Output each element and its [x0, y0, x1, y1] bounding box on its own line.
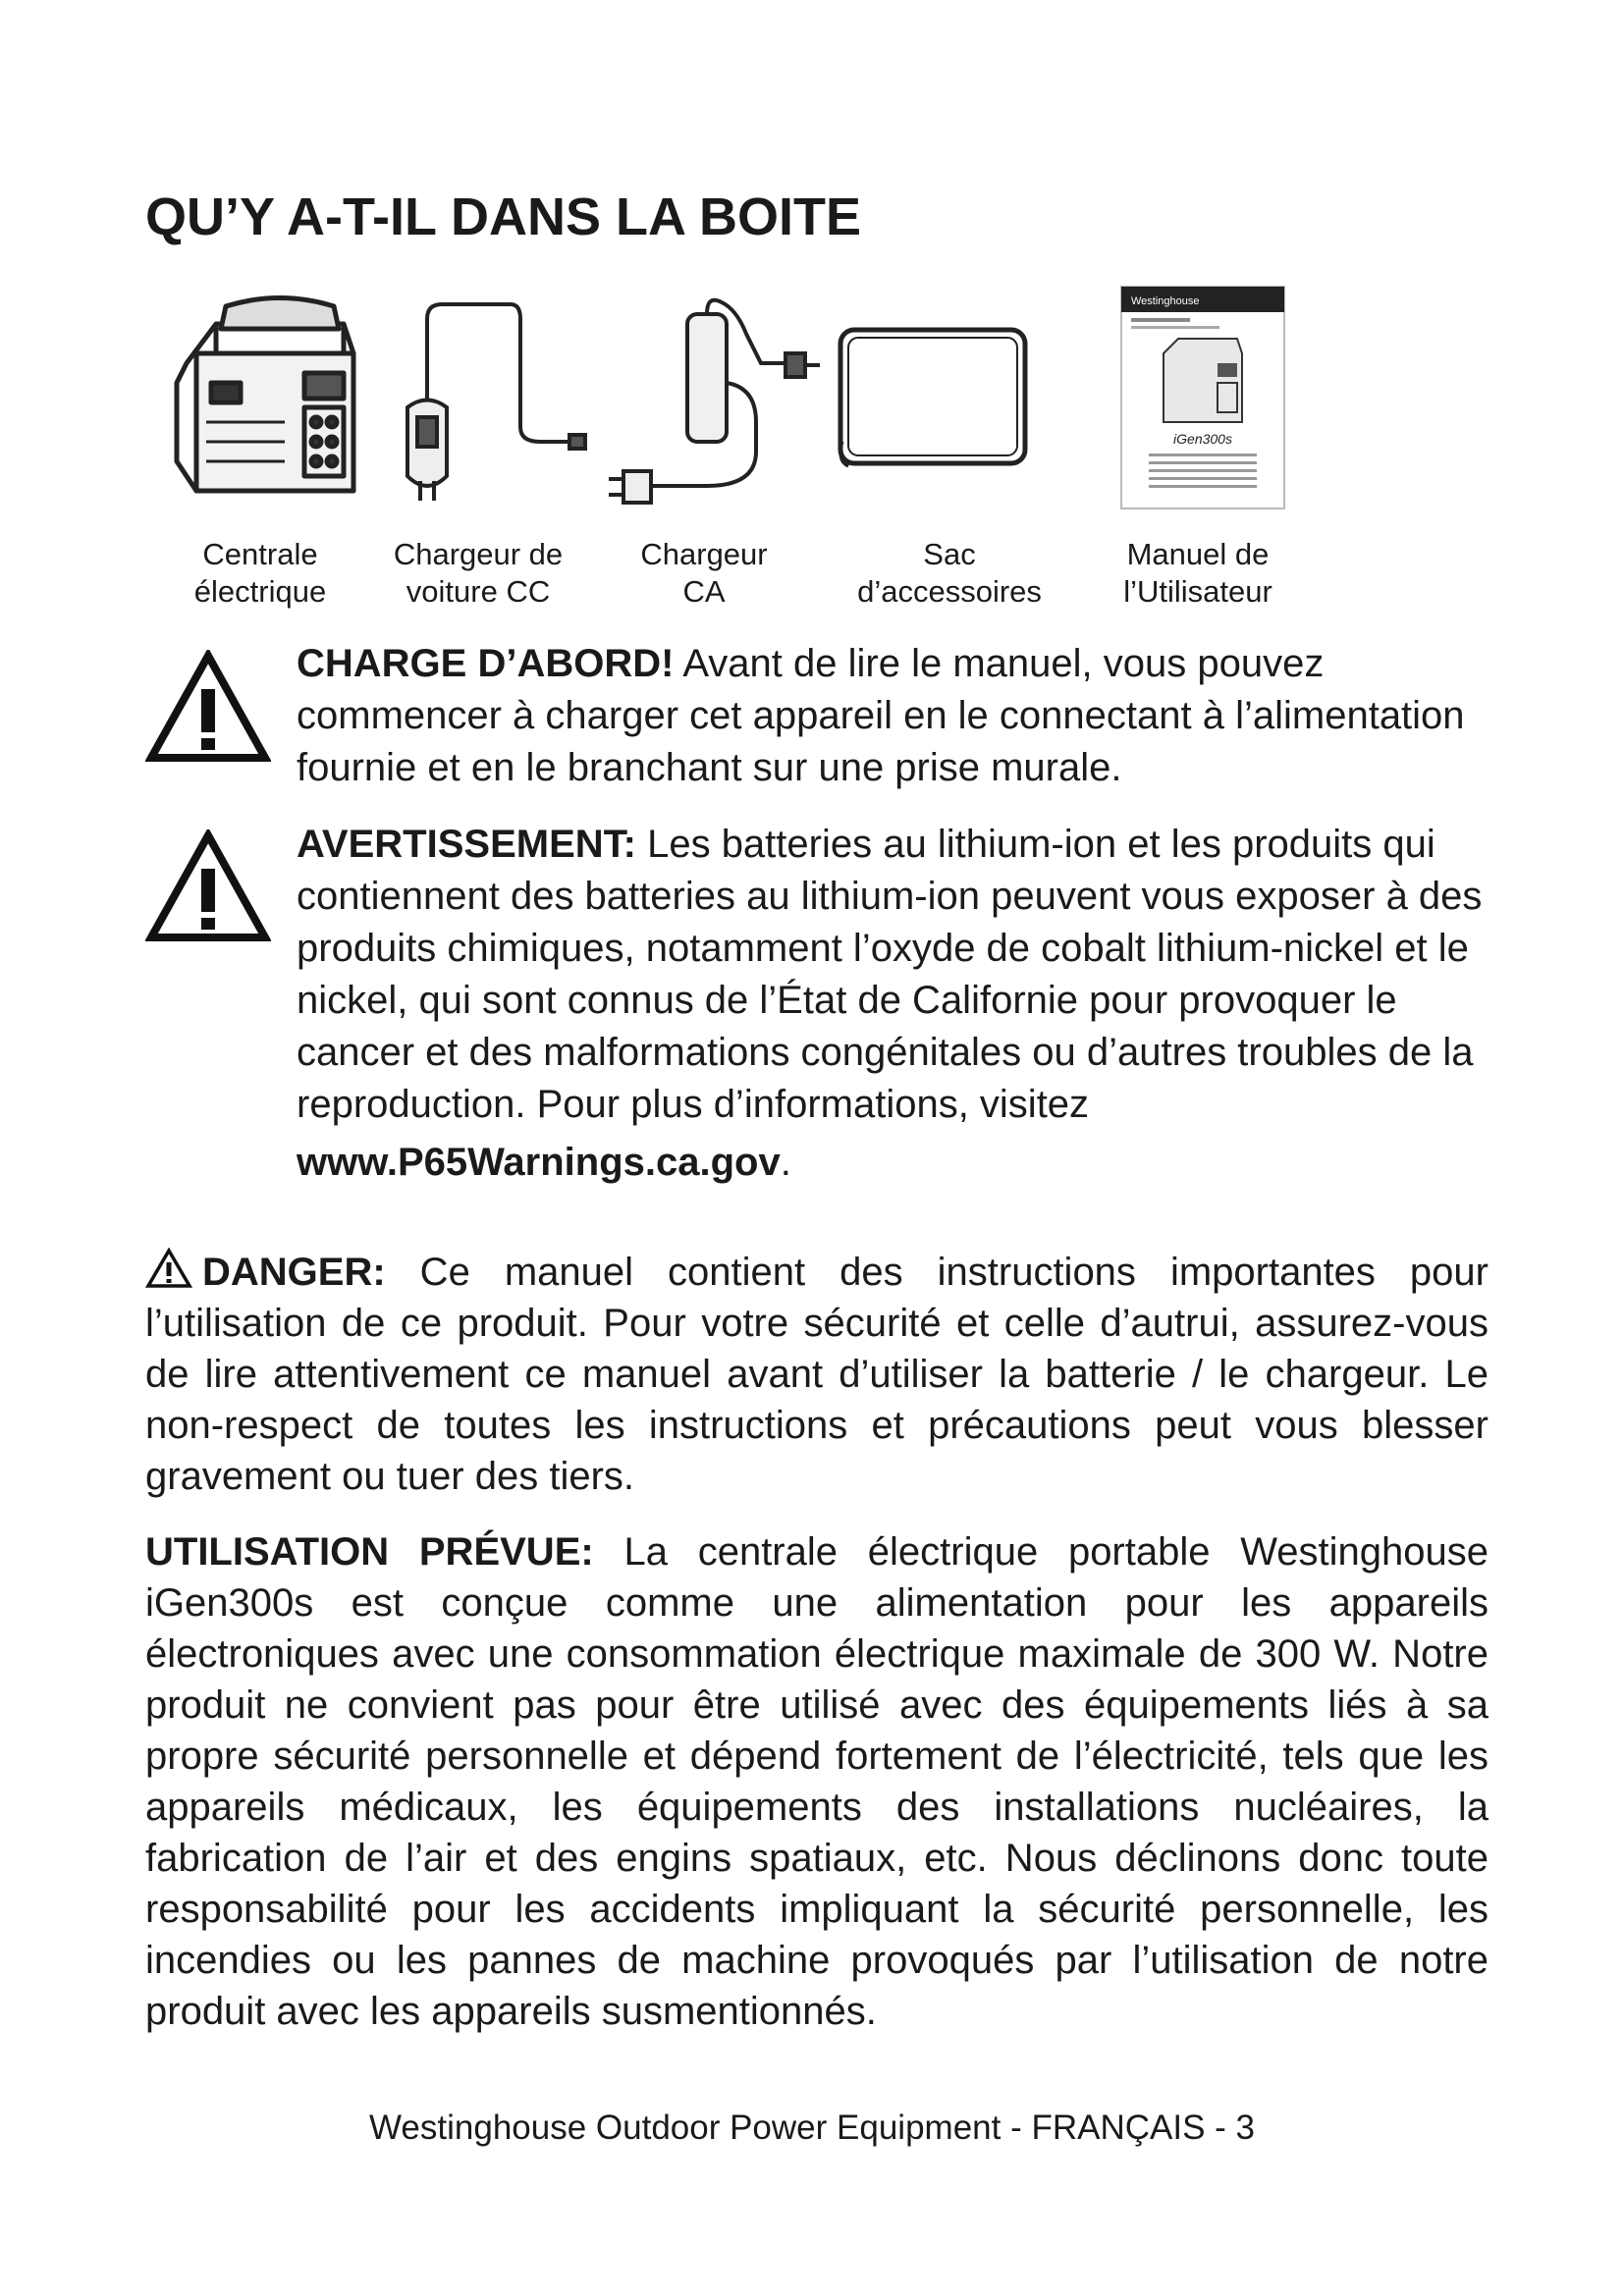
- manual-brand: Westinghouse: [1131, 295, 1200, 307]
- item-caption-power-station: Centrale électrique: [193, 537, 327, 609]
- charge-first-notice: [297, 638, 1485, 794]
- charge-first-text: Avant de lire le manuel, vous pouvez commencer à charger cet appareil en le connectant à l’alimentation fournie et en le branchant sur une prise murale.: [297, 642, 1465, 789]
- danger-paragraph: [145, 1247, 1489, 1502]
- user-manual-icon: [1119, 285, 1286, 510]
- ac-charger-icon: [599, 294, 825, 506]
- intended-use-label: UTILISATION PRÉVUE:: [145, 1530, 594, 1574]
- item-caption-car-charger: Chargeur de voiture CC: [393, 537, 564, 609]
- warning-triangle-icon: [145, 829, 271, 943]
- page-title: QU’Y A-T-IL DANS LA BOITE: [145, 187, 862, 246]
- power-station-icon: [157, 294, 373, 510]
- warning-text: Les batteries au lithium-ion et les produits qui contiennent des batteries au lithium-ion peuvent vous exposer à des produits chimiques, notamment l’oxyde de cobalt lithium-nickel et le nickel, qui sont connus de l’État de Californie pour provoquer le cancer et des malformations congénitales ou d’autres troubles de la reproduction. Pour plus d’informations, visitez: [297, 823, 1483, 1126]
- danger-label: DANGER:: [202, 1251, 386, 1294]
- warning-triangle-icon: [145, 650, 271, 764]
- charge-first-label: CHARGE D’ABORD!: [297, 642, 675, 685]
- small-warning-icon: [145, 1248, 192, 1289]
- warning-label: AVERTISSEMENT:: [297, 823, 636, 866]
- item-caption-accessory-bag: Sac d’accessoires: [857, 537, 1042, 609]
- manual-model: iGen300s: [1173, 431, 1232, 447]
- page-footer: Westinghouse Outdoor Power Equipment - FRANÇAIS - 3: [369, 2109, 1255, 2147]
- intended-use-text: La centrale électrique portable Westinghouse iGen300s est conçue comme une alimentation pour les appareils électroniques avec une consommation électrique maximale de 300 W. Notre produit ne convient pas pour être utilisé avec des équipements liés à sa propre sécurité personnelle et dépend fortement de l’électricité, tels que les appareils médicaux, les équipements des installations nucléaires, la fabrication de l’air et des engins spatiaux, etc. Nous déclinons donc toute responsabilité pour les accidents impliquant la sécurité personnelle, les incendies ou les pannes de machine provoqués par l’utilisation de notre produit avec les appareils susmentionnés.: [145, 1530, 1489, 2033]
- accessory-bag-icon: [835, 324, 1031, 471]
- danger-text: Ce manuel contient des instructions importantes pour l’utilisation de ce produit. Pour votre sécurité et celle d’autrui, assurez-vous de lire attentivement ce manuel avant d’utiliser la batterie / le chargeur. Le non-respect de toutes les instructions et précautions peut vous blesser gravement ou tuer des tiers.: [145, 1251, 1489, 1498]
- p65-link[interactable]: www.P65Warnings.ca.gov: [297, 1141, 781, 1184]
- item-caption-ac-charger: Chargeur CA: [640, 537, 768, 609]
- car-charger-icon: [393, 299, 589, 506]
- item-caption-user-manual: Manuel de l’Utilisateur: [1123, 537, 1272, 609]
- intended-use-paragraph: [145, 1526, 1489, 2037]
- lithium-warning: AVERTISSEMENT: Les batteries au lithium-ion et les produits qui contiennent des batteries au lithium-ion peuvent vous exposer à des produits chimiques, notamment l’oxyde de cobalt lithium-nickel et le nickel, qui sont connus de l’État de Californie pour provoquer le cancer et des malformations congénitales ou d’autres troubles de la reproduction. Pour plus d’informations, visitez www.P65Warnings.ca.gov.: [297, 823, 1483, 1184]
